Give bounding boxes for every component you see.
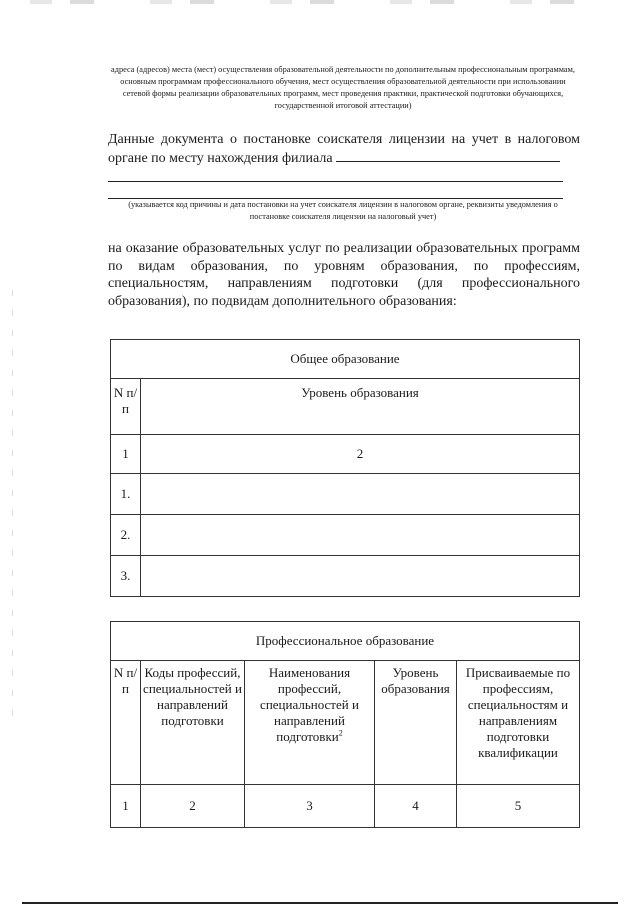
footnote-marker: 2	[338, 728, 343, 738]
col-num-header: N п/п	[111, 661, 141, 785]
tax-note: (указывается код причины и дата постановки на учет соискателя лицензии в налоговом органе, реквизиты уведомления о постановке соискателя лицензии на налоговый учет)	[128, 200, 558, 221]
scan-artifact-top	[30, 0, 616, 4]
level-cell	[141, 474, 580, 515]
address-note: адреса (адресов) места (мест) осуществления образовательной деятельности по дополнительным профессиональным программам, основным программам профессионального обучения, мест осуществления образовательной деятельности при использовании сетевой формы реализации образовательных программ, мест проведения практики, практической подготовки обучающихся, государственной итоговой аттестации)	[111, 65, 575, 110]
col-names-header	[245, 661, 375, 785]
col-codes-header: Коды профессий, специальностей и направлений подготовки	[141, 661, 245, 785]
level-cell	[141, 556, 580, 597]
table-row	[111, 556, 580, 597]
tax-registration-text	[108, 131, 580, 167]
col-level-header: Уровень образования	[375, 661, 457, 785]
col-number-2: 2	[141, 785, 245, 828]
fill-line	[336, 149, 560, 162]
scan-artifact-left	[12, 290, 13, 730]
col-number-1: 1	[111, 435, 141, 474]
general-education-table	[110, 339, 580, 597]
col-number-2: 2	[141, 435, 580, 474]
col-number-1: 1	[111, 785, 141, 828]
table-row	[111, 515, 580, 556]
col-num-header: N п/п	[111, 379, 141, 435]
col-qualification-header: Присваиваемые по профессиям, специальностям и направлениям подготовки квалификации	[457, 661, 580, 785]
col-names-label: Наименования профессий, специальностей и направлений подготовки	[260, 665, 359, 744]
table-row	[111, 474, 580, 515]
level-cell	[141, 515, 580, 556]
col-number-4: 4	[375, 785, 457, 828]
col-number-3: 3	[245, 785, 375, 828]
prof-table-title: Профессиональное образование	[111, 622, 580, 661]
col-level-header: Уровень образования	[141, 379, 580, 435]
row-number: 2.	[111, 515, 141, 556]
professional-education-table	[110, 621, 580, 828]
row-number: 3.	[111, 556, 141, 597]
col-number-5: 5	[457, 785, 580, 828]
scan-artifact-bottom	[22, 902, 618, 904]
row-number: 1.	[111, 474, 141, 515]
fill-line-2	[108, 181, 563, 182]
services-text: на оказание образовательных услуг по реализации образовательных программ по видам образования, по уровням образования, по профессиям, специальностям, направлениям подготовки (для профессионального образования), по подвидам дополнительного образования:	[108, 241, 580, 309]
general-table-title: Общее образование	[111, 340, 580, 379]
tax-registration-label: Данные документа о постановке соискателя лицензии на учет в налоговом органе по месту нахождения филиала	[108, 132, 580, 166]
